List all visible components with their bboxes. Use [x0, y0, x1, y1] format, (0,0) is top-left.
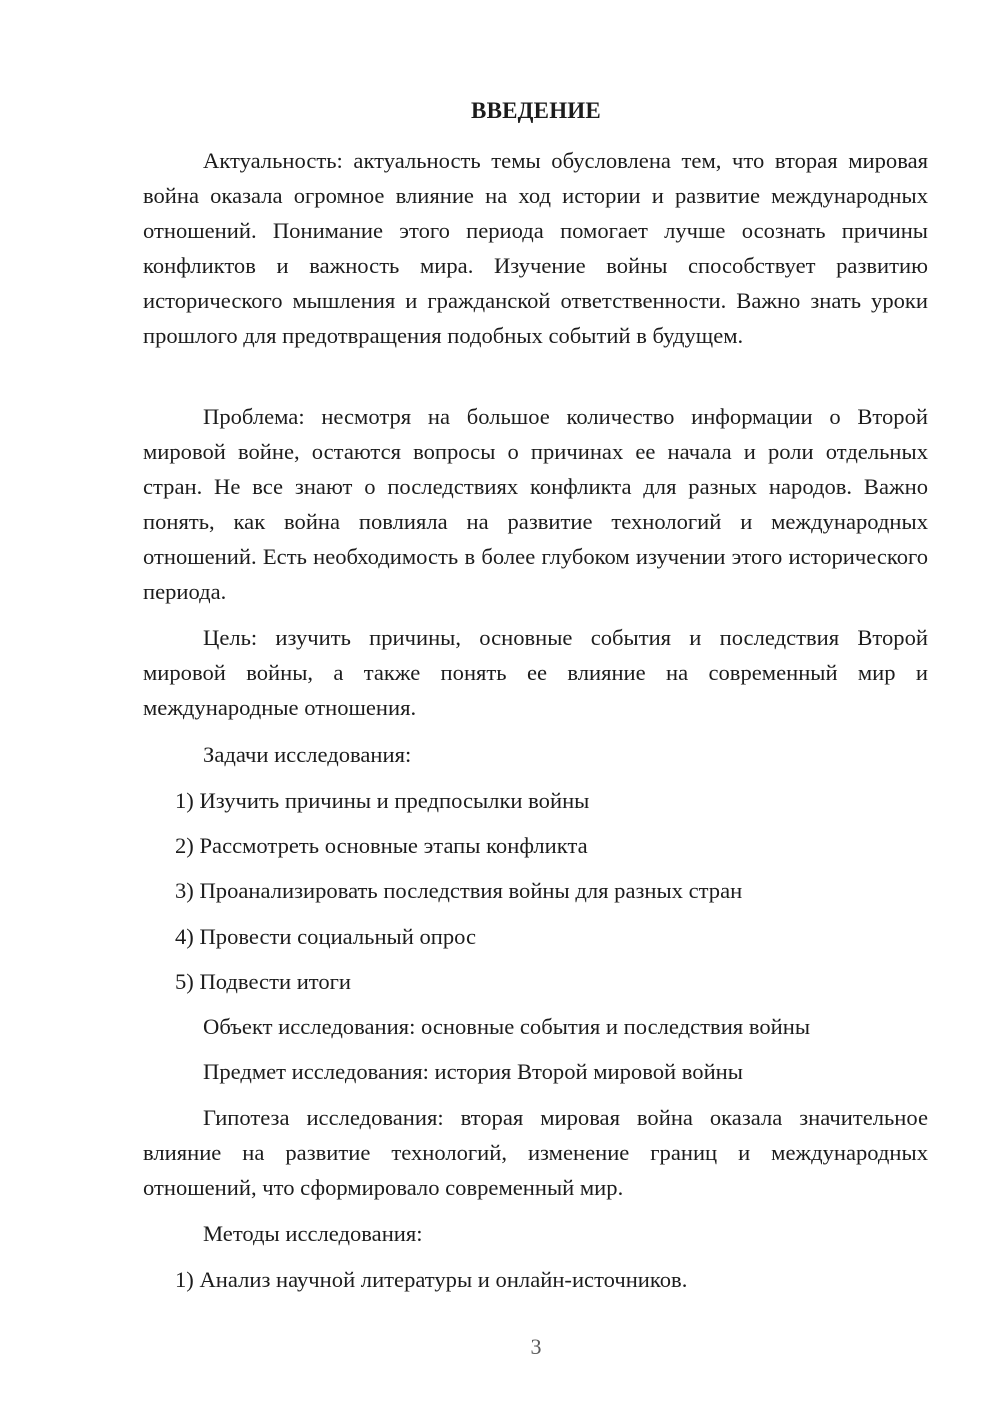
page-number: 3 — [530, 1334, 542, 1359]
task-item: 5) Подвести итоги — [175, 969, 352, 994]
goal-paragraph: Цель: изучить причины, основные события и последствия Второй мировой войны, а также понять ее влияние на современный мир и международные отношения. — [143, 625, 928, 720]
task-item: 4) Провести социальный опрос — [175, 924, 477, 949]
page-title: ВВЕДЕНИЕ — [471, 98, 601, 123]
task-item: 3) Проанализировать последствия войны для разных стран — [175, 878, 743, 903]
method-item: 1) Анализ научной литературы и онлайн-источников. — [175, 1267, 688, 1292]
problem-paragraph: Проблема: несмотря на большое количество информации о Второй мировой войне, остаются вопросы о причинах ее начала и роли отдельных стран. Не все знают о последствиях конфликта для разных народов. Важно понять, как война повлияла на развитие технологий и международных отношений. Есть необходимость в более глубоком изучении этого исторического периода. — [143, 404, 928, 604]
object-line: Объект исследования: основные события и последствия войны — [203, 1014, 810, 1039]
hypothesis-paragraph: Гипотеза исследования: вторая мировая война оказала значительное влияние на развитие технологий, изменение границ и международных отношений, что сформировало современный мир. — [143, 1105, 928, 1200]
subject-line: Предмет исследования: история Второй мировой войны — [203, 1059, 743, 1084]
tasks-heading: Задачи исследования: — [203, 742, 412, 767]
task-item: 1) Изучить причины и предпосылки войны — [175, 788, 590, 813]
task-item: 2) Рассмотреть основные этапы конфликта — [175, 833, 588, 858]
methods-heading: Методы исследования: — [203, 1221, 423, 1246]
relevance-paragraph: Актуальность: актуальность темы обусловлена тем, что вторая мировая война оказала огромное влияние на ход истории и развитие международных отношений. Понимание этого периода помогает лучше осознать причины конфликтов и важность мира. Изучение войны способствует развитию исторического мышления и гражданской ответственности. Важно знать уроки прошлого для предотвращения подобных событий в будущем. — [143, 148, 928, 348]
